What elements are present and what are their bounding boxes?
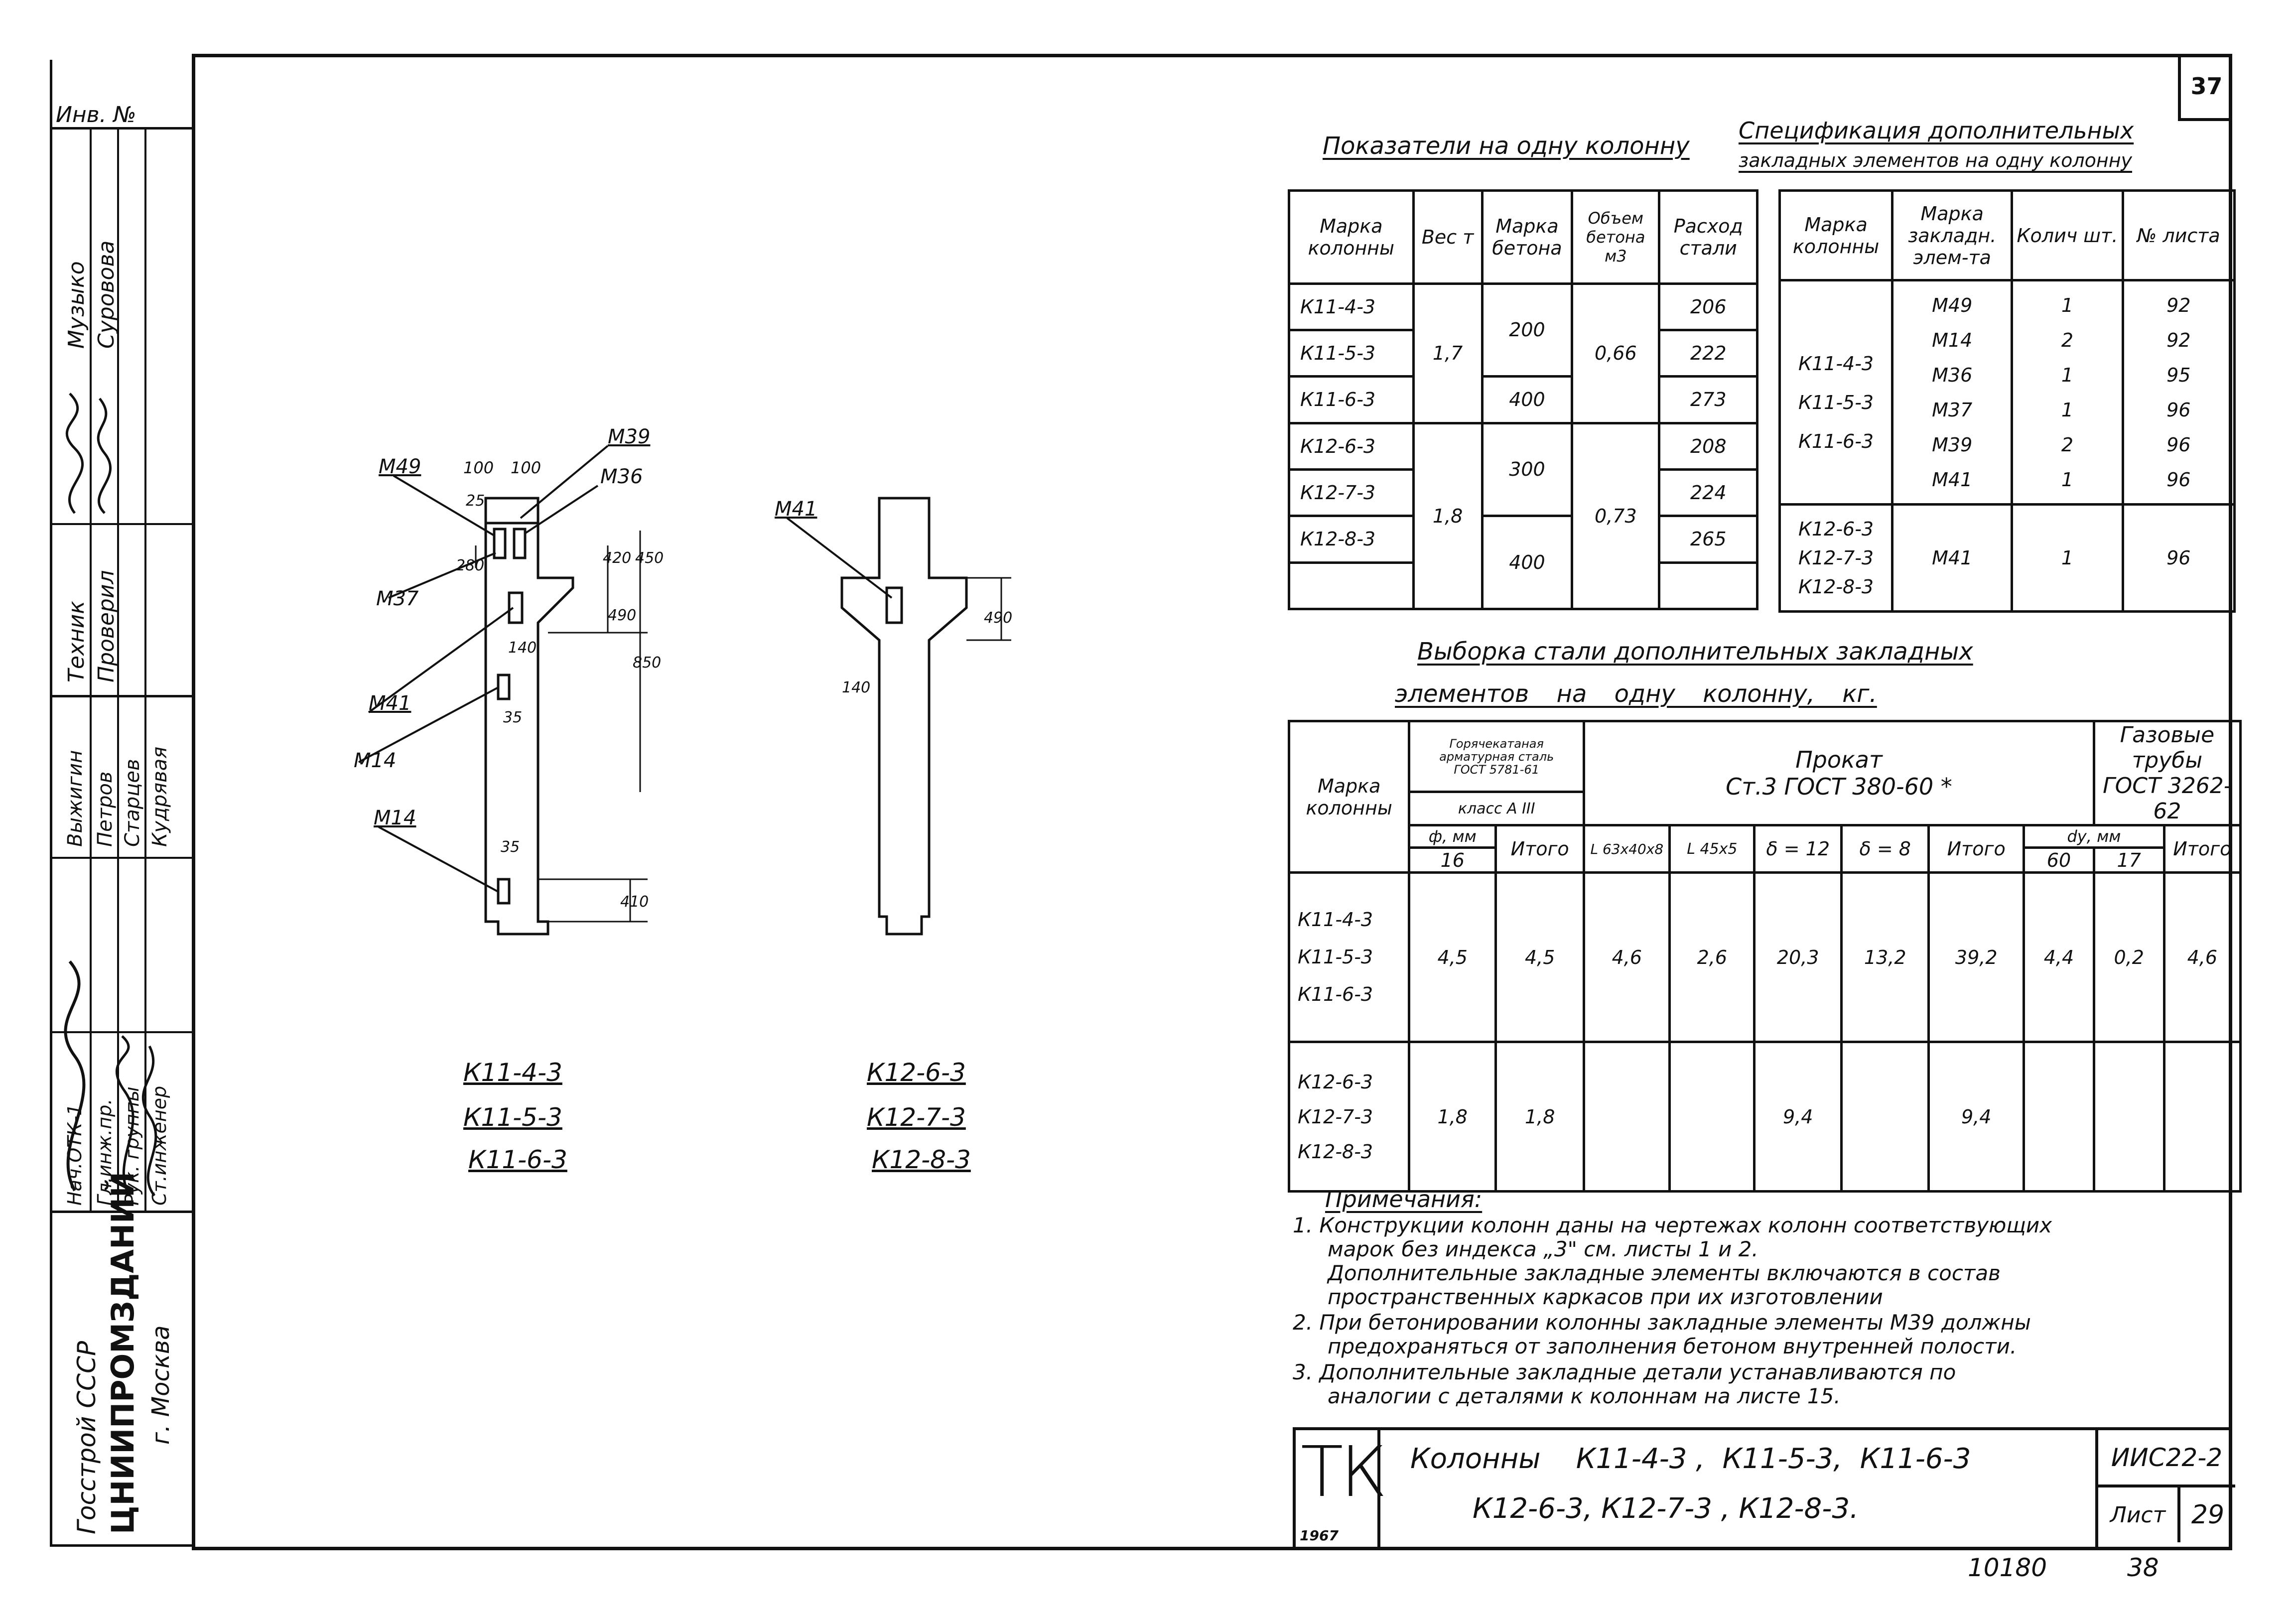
header-line: Ст.3 ГОСТ 380-60 * xyxy=(1726,773,1952,800)
table-cell xyxy=(2094,1042,2164,1192)
leader-line xyxy=(526,486,598,533)
table-cell: К11-6-3 xyxy=(1289,377,1414,423)
header-cell: Марка колонны xyxy=(1289,191,1414,284)
caption-k12-8-3: К12-8-3 xyxy=(872,1145,971,1174)
header-cell: Итого xyxy=(1929,825,2024,873)
list-item: 2 xyxy=(2061,329,2073,351)
column-k12-outline xyxy=(842,498,966,934)
title-line-2: К12-6-3, К12-7-3 , К12-8-3. xyxy=(1473,1492,1859,1525)
header-cell: δ = 12 xyxy=(1755,825,1842,873)
table-cell: 1 xyxy=(2012,505,2123,612)
list-item: К12-7-3 xyxy=(1298,1105,1373,1128)
title-block xyxy=(1293,1427,2232,1550)
table-cell: 224 xyxy=(1659,469,1757,516)
header-cell: δ = 8 xyxy=(1842,825,1929,873)
list-item: К11-6-3 xyxy=(1298,983,1373,1005)
embedded-m14 xyxy=(498,675,509,699)
header-cell: Марка закладн. элем-та xyxy=(1892,191,2012,280)
header-line: Газовые трубы xyxy=(2120,722,2215,773)
signature-mark xyxy=(98,399,110,513)
list-item: М41 xyxy=(1932,468,1973,491)
dim-35: 35 xyxy=(501,838,520,856)
table-cell xyxy=(2024,1042,2094,1192)
table-cell: 1,8 xyxy=(1496,1042,1584,1192)
table-cell: 13,2 xyxy=(1842,873,1929,1042)
table-cell: 200 xyxy=(1482,283,1572,377)
list-item: 96 xyxy=(2166,468,2191,491)
spec-group1-sheets xyxy=(2123,280,2235,505)
table-cell: 1,8 xyxy=(1409,1042,1496,1192)
stamp-role: Проверил xyxy=(94,570,119,682)
header-cell xyxy=(1409,721,1584,792)
code-cell xyxy=(2095,1430,2235,1550)
table-cell: 2,6 xyxy=(1670,873,1755,1042)
stamp-name: Музыко xyxy=(64,261,89,349)
list-item: К12-8-3 xyxy=(1298,1140,1373,1163)
header-cell: Объем бетона м3 xyxy=(1572,191,1659,284)
archive-number: 10180 xyxy=(1968,1553,2047,1582)
embedded-m41 xyxy=(509,593,522,623)
leader-line xyxy=(379,827,498,892)
sheet-number: 37 xyxy=(2190,72,2223,100)
signature-mark xyxy=(65,961,84,1191)
header-cell: 17 xyxy=(2094,848,2164,873)
label-m49: М49 xyxy=(379,455,421,478)
stamp-role: Рук. группы xyxy=(121,1086,143,1206)
table-cell: 9,4 xyxy=(1755,1042,1842,1192)
list-item: 95 xyxy=(2166,364,2191,386)
embedded-m41 xyxy=(887,588,902,623)
header-cell xyxy=(2094,721,2240,825)
header-cell: Итого xyxy=(2164,825,2240,873)
note-line: пространственных каркасов при их изготовлении xyxy=(1328,1285,1883,1309)
table-cell: К12-6-3 xyxy=(1289,423,1414,469)
dim-100: 100 xyxy=(511,458,541,477)
list-item: К12-6-3 xyxy=(1298,1071,1373,1093)
label-m14: М14 xyxy=(354,749,397,772)
table-cell: 400 xyxy=(1482,516,1572,609)
header-cell: L 45х5 xyxy=(1670,825,1755,873)
stamp-role: Гл.инж.пр. xyxy=(94,1098,116,1206)
spec-title-1: Спецификация дополнительных xyxy=(1739,117,2134,144)
header-cell: Марка колонны xyxy=(1289,721,1409,873)
list-item: М14 xyxy=(1932,329,1973,351)
caption-k11-5-3: К11-5-3 xyxy=(463,1103,562,1132)
header-cell: 16 xyxy=(1409,848,1496,873)
table-cell: 400 xyxy=(1482,377,1572,423)
spec-group1-qty xyxy=(2012,280,2123,505)
drawing-code: ИИС22-2 xyxy=(2098,1430,2235,1487)
table-cell: 4,6 xyxy=(1584,873,1670,1042)
table-cell: 96 xyxy=(2123,505,2235,612)
dim-280: 280 xyxy=(456,557,485,574)
caption-k12-7-3: К12-7-3 xyxy=(867,1103,966,1132)
inv-no-label: Инв. № xyxy=(56,102,136,128)
note-line: марок без индекса „3" см. листы 1 и 2. xyxy=(1328,1237,1758,1261)
signature-mark xyxy=(143,1046,156,1196)
table-cell: 4,5 xyxy=(1496,873,1584,1042)
dim-25: 25 xyxy=(466,492,485,510)
column-drawings xyxy=(349,399,1395,1594)
table-cell: 9,4 xyxy=(1929,1042,2024,1192)
caption-k11-4-3: К11-4-3 xyxy=(463,1058,562,1087)
org-name: ЦНИИПРОМЗДАНИЙ xyxy=(105,1172,141,1534)
list-item: К11-5-3 xyxy=(1798,391,1874,413)
table-cell: 206 xyxy=(1659,283,1757,330)
table-cell: 39,2 xyxy=(1929,873,2024,1042)
table-cell: 265 xyxy=(1659,516,1757,562)
notes-title: Примечания: xyxy=(1325,1186,1483,1213)
spec-group1-elements xyxy=(1892,280,2012,505)
table-cell xyxy=(1659,562,1757,609)
title-line-1: Колонны К11-4-3 , К11-5-3, К11-6-3 xyxy=(1410,1443,1971,1475)
org-line: Госстрой СССР xyxy=(72,1341,101,1534)
stamp-role: Нач.ОТК-1 xyxy=(64,1103,86,1206)
table-cell: К11-5-3 xyxy=(1289,330,1414,376)
header-cell: 60 xyxy=(2024,848,2094,873)
list-item: К11-6-3 xyxy=(1798,430,1874,452)
header-cell: Вес т xyxy=(1413,191,1482,284)
steel-title-1: Выборка стали дополнительных закладных xyxy=(1417,638,1973,666)
label-m37: М37 xyxy=(376,587,419,610)
list-item: М37 xyxy=(1932,399,1973,421)
header-line: Прокат xyxy=(1795,746,1883,773)
dim-140: 140 xyxy=(508,639,537,657)
header-cell: Итого xyxy=(1496,825,1584,873)
table-cell: 4,5 xyxy=(1409,873,1496,1042)
caption-k12-6-3: К12-6-3 xyxy=(867,1058,966,1087)
table-cell: М41 xyxy=(1892,505,2012,612)
stamp-name: Кудрявая xyxy=(148,746,171,847)
list-item: К11-5-3 xyxy=(1298,946,1373,968)
sheet-label: Лист xyxy=(2098,1487,2180,1542)
header-line: ГОСТ 3262-62 xyxy=(2103,773,2232,824)
header-cell: Марка бетона xyxy=(1482,191,1572,284)
stamp-role: Ст.инженер xyxy=(148,1085,170,1206)
list-item: М36 xyxy=(1932,364,1973,386)
table-cell xyxy=(2164,1042,2240,1192)
sheet-number-small: 29 xyxy=(2191,1500,2225,1530)
table-cell: 0,2 xyxy=(2094,873,2164,1042)
header-cell: dу, мм xyxy=(2024,825,2164,848)
header-line: ГОСТ 5781-61 xyxy=(1454,762,1540,777)
list-item: М49 xyxy=(1932,294,1973,316)
list-item: 92 xyxy=(2166,329,2191,351)
list-item: 96 xyxy=(2166,433,2191,456)
signature-mark xyxy=(67,394,82,513)
dim-490: 490 xyxy=(608,607,637,624)
sheet-number-box xyxy=(2178,54,2232,121)
stamp-name: Выжигин xyxy=(64,750,87,847)
stamp-role: Техник xyxy=(64,601,89,682)
archive-page: 38 xyxy=(2127,1553,2159,1582)
label-m39: М39 xyxy=(608,425,651,448)
embedded-m36 xyxy=(514,529,525,558)
stamp-name: Суровова xyxy=(94,240,119,349)
dim-140: 140 xyxy=(842,679,871,696)
table-cell: 1,8 xyxy=(1413,423,1482,609)
table-cell: К11-4-3 xyxy=(1289,283,1414,330)
table-cell xyxy=(1670,1042,1755,1192)
label-m41: М41 xyxy=(369,692,411,715)
header-cell: № листа xyxy=(2123,191,2235,280)
stamp-name: Старцев xyxy=(121,759,144,847)
spec-group2-marks xyxy=(1780,505,1892,612)
table-cell: 0,66 xyxy=(1572,283,1659,423)
dim-35: 35 xyxy=(503,709,523,726)
list-item: 92 xyxy=(2166,294,2191,316)
list-item: М39 xyxy=(1932,433,1973,456)
embedded-m14-lower xyxy=(498,879,509,903)
list-item: 1 xyxy=(2061,294,2073,316)
list-item: 1 xyxy=(2061,399,2073,421)
table-cell: 0,73 xyxy=(1572,423,1659,609)
header-cell: Колич шт. xyxy=(2012,191,2123,280)
spec-table xyxy=(1778,189,2236,613)
table-cell xyxy=(1584,1042,1670,1192)
header-line: Горячекатаная арматурная сталь xyxy=(1439,736,1554,764)
table-cell: К12-8-3 xyxy=(1289,516,1414,562)
note-line: Дополнительные закладные элементы включаются в состав xyxy=(1328,1261,2001,1285)
dim-850: 850 xyxy=(633,654,662,672)
list-item: К12-7-3 xyxy=(1798,547,1874,569)
label-m14-lower: М14 xyxy=(374,807,416,829)
note-line: 3. Дополнительные закладные детали устанавливаются по xyxy=(1293,1360,1956,1384)
table-cell: 208 xyxy=(1659,423,1757,469)
logo-year: 1967 xyxy=(1300,1527,1339,1544)
list-item: 96 xyxy=(2166,399,2191,421)
table-cell: 4,6 xyxy=(2164,873,2240,1042)
table-cell: 222 xyxy=(1659,330,1757,376)
logo-text: ТК xyxy=(1301,1432,1384,1513)
header-cell: класс А III xyxy=(1409,792,1584,825)
header-cell: L 63х40х8 xyxy=(1584,825,1670,873)
list-item: К11-4-3 xyxy=(1298,909,1373,931)
table-cell: 1,7 xyxy=(1413,283,1482,423)
table-cell: 273 xyxy=(1659,377,1757,423)
list-item: 2 xyxy=(2061,433,2073,456)
label-m41: М41 xyxy=(775,498,817,521)
table-cell: 4,4 xyxy=(2024,873,2094,1042)
dim-450: 450 xyxy=(635,549,664,567)
note-line: 2. При бетонировании колонны закладные элементы М39 должны xyxy=(1293,1310,2031,1335)
dim-100: 100 xyxy=(463,458,494,477)
header-cell: ф, мм xyxy=(1409,825,1496,848)
indicators-title: Показатели на одну колонну xyxy=(1323,132,1690,160)
stamp-name: Петров xyxy=(94,771,117,847)
list-item: 1 xyxy=(2061,468,2073,491)
dim-490: 490 xyxy=(984,609,1013,627)
column-k11-outline xyxy=(486,498,573,934)
label-m36: М36 xyxy=(600,465,643,488)
table-cell: 20,3 xyxy=(1755,873,1842,1042)
list-item: К12-8-3 xyxy=(1798,576,1874,598)
spec-group1-marks xyxy=(1780,280,1892,505)
note-line: аналогии с деталями к колоннам на листе 15. xyxy=(1328,1384,1841,1408)
dim-420: 420 xyxy=(603,549,632,567)
steel-title-2: элементов на одну колонну, кг. xyxy=(1395,680,1877,708)
list-item: 1 xyxy=(2061,364,2073,386)
caption-k11-6-3: К11-6-3 xyxy=(468,1145,567,1174)
table-cell: 300 xyxy=(1482,423,1572,516)
dim-410: 410 xyxy=(620,893,649,911)
note-line: 1. Конструкции колонн даны на чертежах колонн соответствующих xyxy=(1293,1213,2052,1237)
header-cell xyxy=(1584,721,2094,825)
steel-table xyxy=(1288,720,2242,1193)
table-cell: К12-7-3 xyxy=(1289,469,1414,516)
note-line: предохраняться от заполнения бетоном внутренней полости. xyxy=(1328,1334,2017,1358)
spec-title-2: закладных элементов на одну колонну xyxy=(1739,149,2133,171)
logo-cell xyxy=(1296,1430,1384,1550)
table-cell xyxy=(1842,1042,1929,1192)
leader-line xyxy=(787,518,892,598)
list-item: К11-4-3 xyxy=(1798,352,1874,375)
header-cell: Марка колонны xyxy=(1780,191,1892,280)
org-city: г. Москва xyxy=(147,1325,175,1445)
list-item: К12-6-3 xyxy=(1798,518,1874,540)
header-cell: Расход стали xyxy=(1659,191,1757,284)
